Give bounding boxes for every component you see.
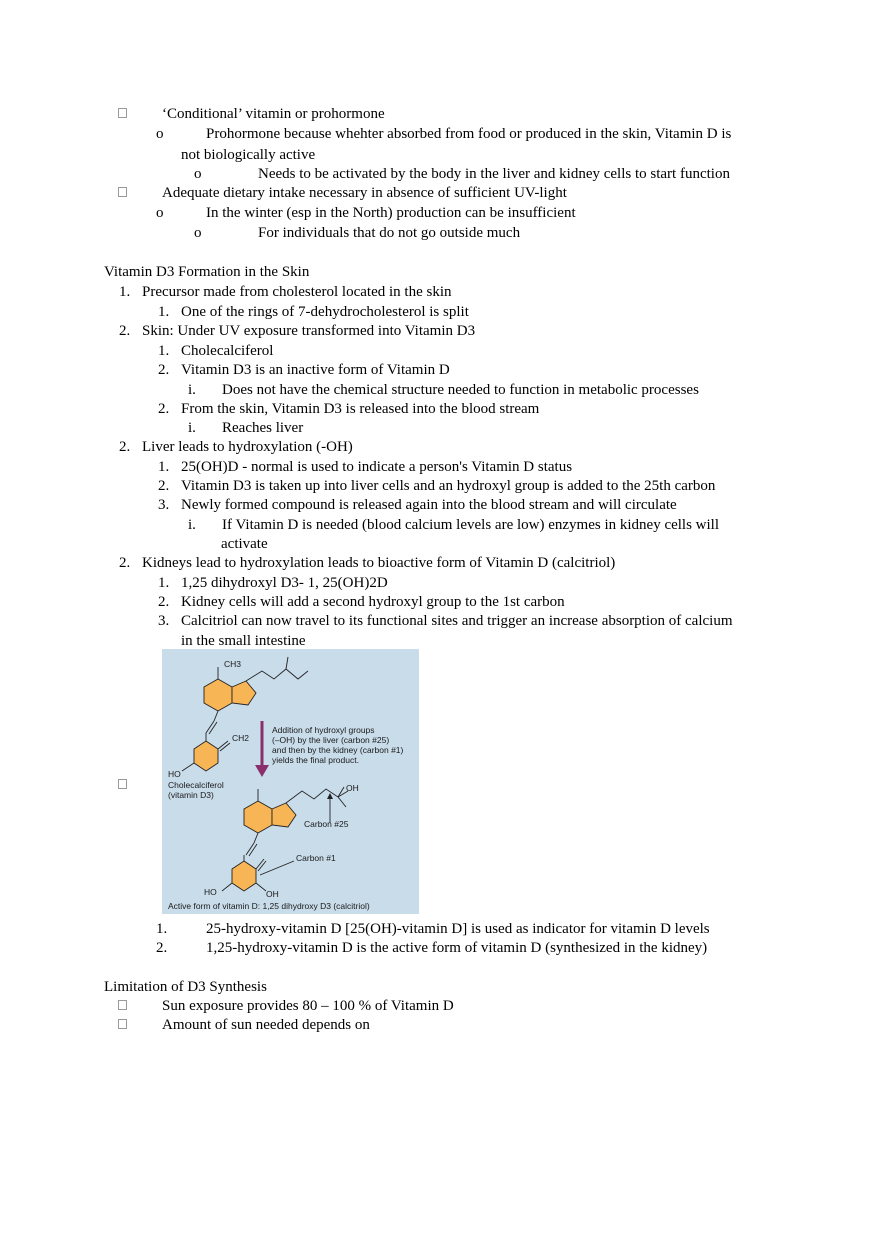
- bullet-text: Adequate dietary intake necessary in absence of sufficient UV-light: [162, 185, 567, 201]
- sub-bullet-text-cont: not biologically active: [181, 147, 316, 163]
- carbon25-label: Carbon #25: [304, 819, 349, 829]
- ring-six-top: [204, 679, 232, 711]
- chole-label: Cholecalciferol: [168, 780, 224, 790]
- bullet-box-icon: [118, 779, 127, 789]
- list-number: i.: [188, 382, 196, 398]
- list-item: Skin: Under UV exposure transformed into Vitamin D3: [142, 323, 476, 339]
- list-item-cont: activate: [221, 536, 268, 552]
- carbon25-arrowhead: [327, 793, 333, 799]
- list-item: 1,25 dihydroxyl D3- 1, 25(OH)2D: [181, 575, 388, 591]
- ring-a-bottom: [232, 861, 256, 891]
- ch3-label: CH3: [224, 659, 242, 669]
- list-number: 3.: [158, 497, 170, 513]
- ring-five-bottom: [272, 803, 296, 827]
- list-item: 25(OH)D - normal is used to indicate a person's Vitamin D status: [181, 459, 573, 475]
- list-number: 1.: [119, 284, 131, 300]
- bullet-box-icon: [118, 187, 127, 197]
- bullet-box-icon: [118, 1000, 127, 1010]
- arrow-text-line: Addition of hydroxyl groups: [272, 725, 375, 735]
- list-number: 1.: [158, 343, 170, 359]
- bullet-text: Sun exposure provides 80 – 100 % of Vitamin D: [162, 998, 454, 1014]
- list-number: 2.: [119, 555, 131, 571]
- list-item: Calcitriol can now travel to its functional sites and trigger an increase absorption of calcium: [181, 613, 733, 629]
- carbon1-label: Carbon #1: [296, 853, 336, 863]
- oh-top-label: OH: [346, 783, 359, 793]
- list-number: 1.: [158, 459, 170, 475]
- active-form-label: Active form of vitamin D: 1,25 dihydroxy D3 (calcitriol): [168, 901, 370, 911]
- list-item: Newly formed compound is released again into the blood stream and will circulate: [181, 497, 677, 513]
- section-heading: Limitation of D3 Synthesis: [104, 979, 267, 995]
- section-heading: Vitamin D3 Formation in the Skin: [104, 264, 310, 280]
- list-item: Vitamin D3 is taken up into liver cells and an hydroxyl group is added to the 25th carbon: [181, 478, 716, 494]
- list-number: 1.: [158, 575, 170, 591]
- ring-five-top: [232, 681, 256, 705]
- list-item: From the skin, Vitamin D3 is released into the blood stream: [181, 401, 540, 417]
- subsub-bullet-text: Needs to be activated by the body in the liver and kidney cells to start function: [258, 166, 730, 182]
- conversion-arrow-head: [255, 765, 269, 777]
- oh-bottom-label: OH: [266, 889, 279, 899]
- list-item: Reaches liver: [222, 420, 304, 436]
- sub-bullet-text: Prohormone because whehter absorbed from food or produced in the skin, Vitamin D is: [206, 126, 732, 142]
- ho-top-label: HO: [168, 769, 181, 779]
- bullet-text: Amount of sun needed depends on: [162, 1017, 370, 1033]
- list-item: Vitamin D3 is an inactive form of Vitamin D: [181, 362, 450, 378]
- list-number: 1.: [158, 304, 170, 320]
- list-number: i.: [188, 517, 196, 533]
- chole-sub-label: (vitamin D3): [168, 790, 214, 800]
- ch2-label: CH2: [232, 733, 250, 743]
- list-item: One of the rings of 7-dehydrocholesterol is split: [181, 304, 469, 320]
- list-number: 2.: [156, 940, 168, 956]
- sub-bullet-text: In the winter (esp in the North) production can be insufficient: [206, 205, 576, 221]
- list-item: Kidney cells will add a second hydroxyl group to the 1st carbon: [181, 594, 565, 610]
- ring-six-bottom: [244, 801, 272, 833]
- arrow-text-line: yields the final product.: [272, 755, 359, 765]
- list-item: 1,25-hydroxy-vitamin D is the active form of vitamin D (synthesized in the kidney): [206, 940, 708, 956]
- sub-bullet-marker: o: [156, 126, 164, 142]
- arrow-text-line: (–OH) by the liver (carbon #25): [272, 735, 390, 745]
- list-item: Precursor made from cholesterol located in the skin: [142, 284, 452, 300]
- list-number: 1.: [156, 921, 168, 937]
- vitamin-d-activation-figure: [162, 649, 419, 914]
- bullet-text: ‘Conditional’ vitamin or prohormone: [162, 106, 385, 122]
- list-number: 3.: [158, 613, 170, 629]
- list-item: Kidneys lead to hydroxylation leads to bioactive form of Vitamin D (calcitriol): [142, 555, 616, 571]
- sub-bullet-marker: o: [156, 205, 164, 221]
- list-number: 2.: [158, 362, 170, 378]
- list-item: If Vitamin D is needed (blood calcium levels are low) enzymes in kidney cells will: [222, 517, 720, 533]
- list-number: i.: [188, 420, 196, 436]
- bullet-box-icon: [118, 1019, 127, 1029]
- list-number: 2.: [119, 323, 131, 339]
- list-item: Liver leads to hydroxylation (-OH): [142, 439, 353, 455]
- ho-bottom-label: HO: [204, 887, 217, 897]
- list-item: 25-hydroxy-vitamin D [25(OH)-vitamin D] is used as indicator for vitamin D levels: [206, 921, 710, 937]
- list-item: Does not have the chemical structure needed to function in metabolic processes: [222, 382, 699, 398]
- subsub-bullet-text: For individuals that do not go outside much: [258, 225, 521, 241]
- list-number: 2.: [119, 439, 131, 455]
- list-item-cont: in the small intestine: [181, 633, 306, 649]
- subsub-bullet-marker: o: [194, 166, 202, 182]
- list-number: 2.: [158, 594, 170, 610]
- calcitriol-structure: [222, 787, 348, 891]
- list-item: Cholecalciferol: [181, 343, 274, 359]
- bullet-box-icon: [118, 108, 127, 118]
- list-number: 2.: [158, 401, 170, 417]
- list-number: 2.: [158, 478, 170, 494]
- ring-a-top: [194, 741, 218, 771]
- arrow-text-line: and then by the kidney (carbon #1): [272, 745, 404, 755]
- subsub-bullet-marker: o: [194, 225, 202, 241]
- side-chain-top: [246, 669, 308, 681]
